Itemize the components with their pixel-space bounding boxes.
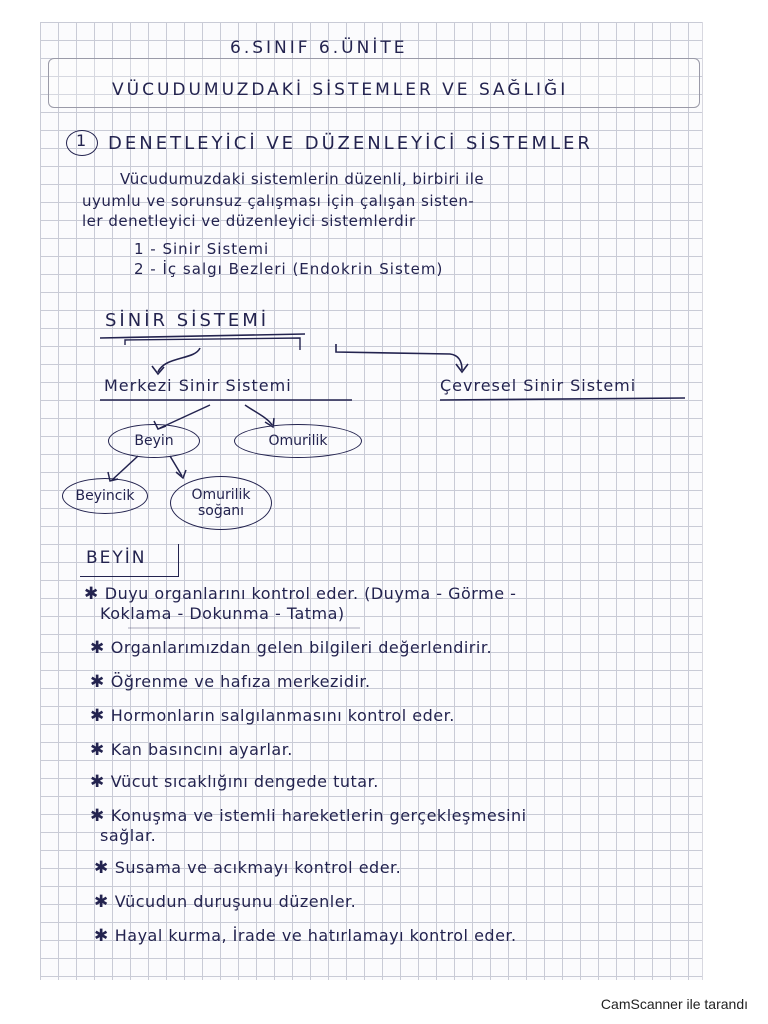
brain-item: ✱ Vücudun duruşunu düzenler. <box>94 892 357 912</box>
brain-item: ✱ Kan basıncını ayarlar. <box>90 740 293 760</box>
peripheral-nervous-system-label: Çevresel Sinir Sistemi <box>440 376 637 395</box>
brain-item: ✱ Susama ve acıkmayı kontrol eder. <box>94 858 402 878</box>
brain-bubble: Beyin <box>108 424 200 458</box>
brain-item: Koklama - Dokunma - Tatma) <box>100 604 345 623</box>
brain-item: ✱ Öğrenme ve hafıza merkezidir. <box>90 672 371 692</box>
intro-line-3: ler denetleyici ve düzenleyici sistemlerdir <box>82 212 416 230</box>
spinal-cord-bubble: Omurilik <box>234 424 362 458</box>
brain-item: ✱ Konuşma ve istemli hareketlerin gerçekleşmesini <box>90 806 527 826</box>
section-heading: DENETLEYİCİ VE DÜZENLEYİCİ SİSTEMLER <box>108 133 593 154</box>
unit-title: VÜCUDUMUZDAKİ SİSTEMLER VE SAĞLIĞI <box>112 80 569 100</box>
brain-heading: BEYİN <box>86 548 147 568</box>
grade-unit-title: 6.SINIF 6.ÜNİTE <box>230 38 408 58</box>
brain-item: ✱ Duyu organlarını kontrol eder. (Duyma - Görme - <box>84 584 517 604</box>
system-list-item: 1 - Sinir Sistemi <box>134 240 270 258</box>
system-list-item: 2 - İç salgı Bezleri (Endokrin Sistem) <box>134 260 444 278</box>
brain-item: ✱ Vücut sıcaklığını dengede tutar. <box>90 772 379 792</box>
brain-item: sağlar. <box>100 826 157 845</box>
section-number: 1 <box>76 131 88 150</box>
intro-line-1: Vücudumuzdaki sistemlerin düzenli, birbiri ile <box>120 170 485 188</box>
nervous-system-label: SİNİR SİSTEMİ <box>105 310 270 331</box>
cerebellum-bubble: Beyincik <box>62 478 148 514</box>
brain-item: ✱ Hayal kurma, İrade ve hatırlamayı kontrol eder. <box>94 926 517 946</box>
brain-item: ✱ Hormonların salgılanmasını kontrol eder. <box>90 706 455 726</box>
intro-line-2: uyumlu ve sorunsuz çalışması için çalışan sisten- <box>82 192 475 210</box>
brain-item: ✱ Organlarımızdan gelen bilgileri değerlendirir. <box>90 638 493 658</box>
central-nervous-system-label: Merkezi Sinir Sistemi <box>104 376 292 395</box>
medulla-bubble: Omurilik soğanı <box>170 476 272 530</box>
scanner-watermark: CamScanner ile tarandı <box>600 996 748 1012</box>
